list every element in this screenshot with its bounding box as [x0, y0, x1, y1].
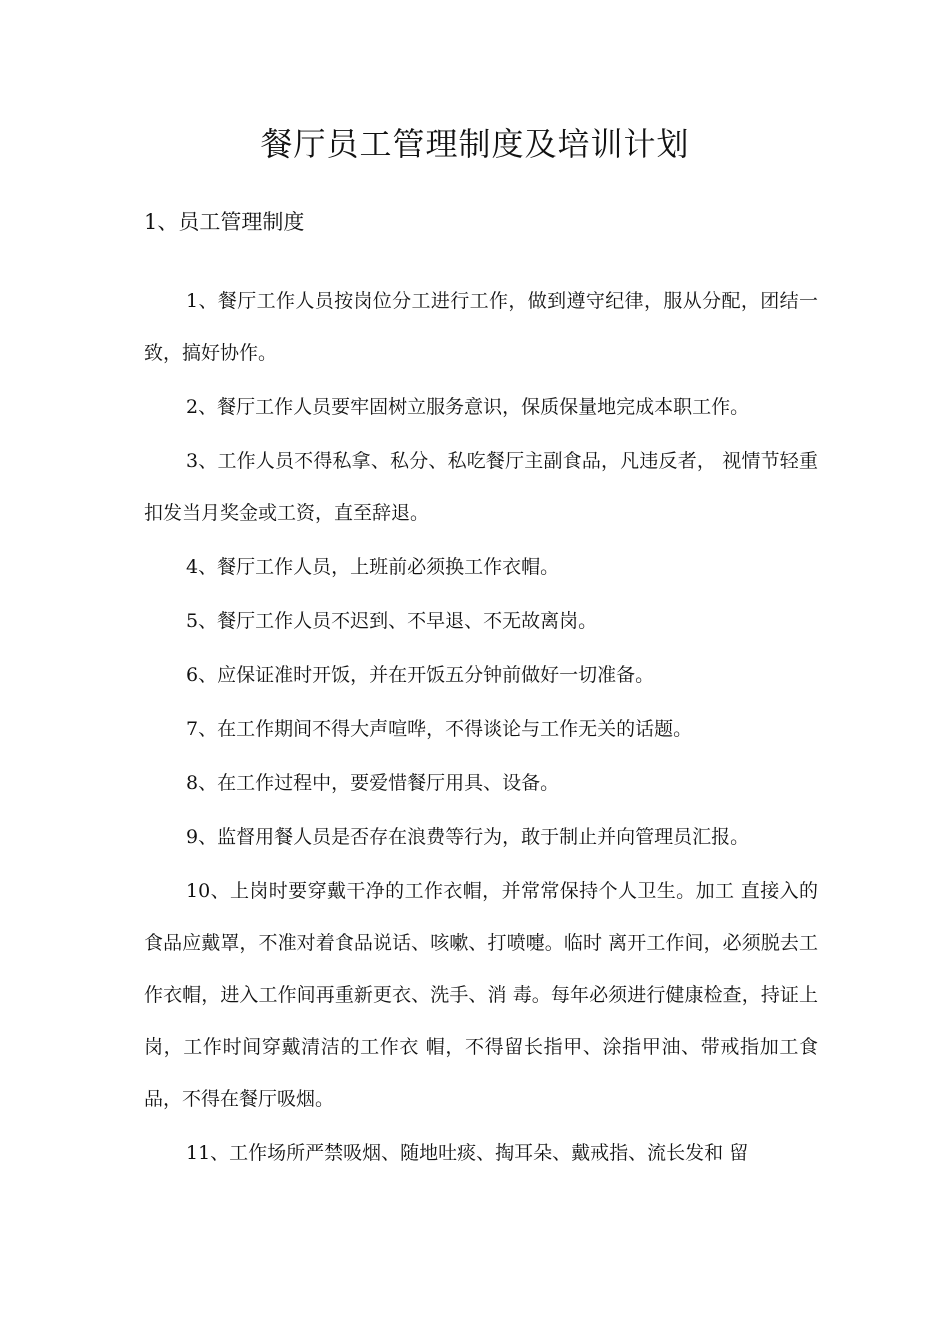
document-title: 餐厅员工管理制度及培训计划 [260, 125, 690, 163]
paragraph-7: 7、在工作期间不得大声喧哗，不得谈论与工作无关的话题。 [186, 718, 693, 740]
paragraph-11: 11、工作场所严禁吸烟、随地吐痰、掏耳朵、戴戒指、流长发和 留 [186, 1142, 749, 1164]
paragraph-2: 2、餐厅工作人员要牢固树立服务意识，保质保量地完成本职工作。 [186, 396, 750, 418]
paragraph-8: 8、在工作过程中，要爱惜餐厅用具、设备。 [186, 772, 560, 794]
paragraph-3: 3、工作人员不得私拿、私分、私吃餐厅主副食品，凡违反者， 视情节轻重扣发当月奖金或工资，直至辞退。 [144, 450, 818, 524]
paragraph-5: 5、餐厅工作人员不迟到、不早退、不无故离岗。 [186, 610, 598, 632]
paragraph-9: 9、监督用餐人员是否存在浪费等行为，敢于制止并向管理员汇报。 [186, 826, 750, 848]
paragraph-1: 1、餐厅工作人员按岗位分工进行工作，做到遵守纪律，服从分配，团结一致，搞好协作。 [144, 290, 818, 364]
paragraph-4: 4、餐厅工作人员，上班前必须换工作衣帽。 [186, 556, 560, 578]
document-body [144, 275, 818, 1181]
paragraph-10: 10、上岗时要穿戴干净的工作衣帽，并常常保持个人卫生。加工 直接入的食品应戴罩，不准对着食品说话、咳嗽、打喷嚏。临时 离开工作间，必须脱去工作衣帽，进入工作间再重新更衣、洗手、消 毒。每年必须进行健康检查，持证上岗，工作时间穿戴清洁的工作衣 帽，不得留长指甲、涂指甲油、带戒指加工食品，不得在餐厅吸烟。 [144, 880, 818, 1110]
paragraph-6: 6、应保证准时开饭，并在开饭五分钟前做好一切准备。 [186, 664, 655, 686]
section-heading: 1、员工管理制度 [144, 210, 305, 234]
